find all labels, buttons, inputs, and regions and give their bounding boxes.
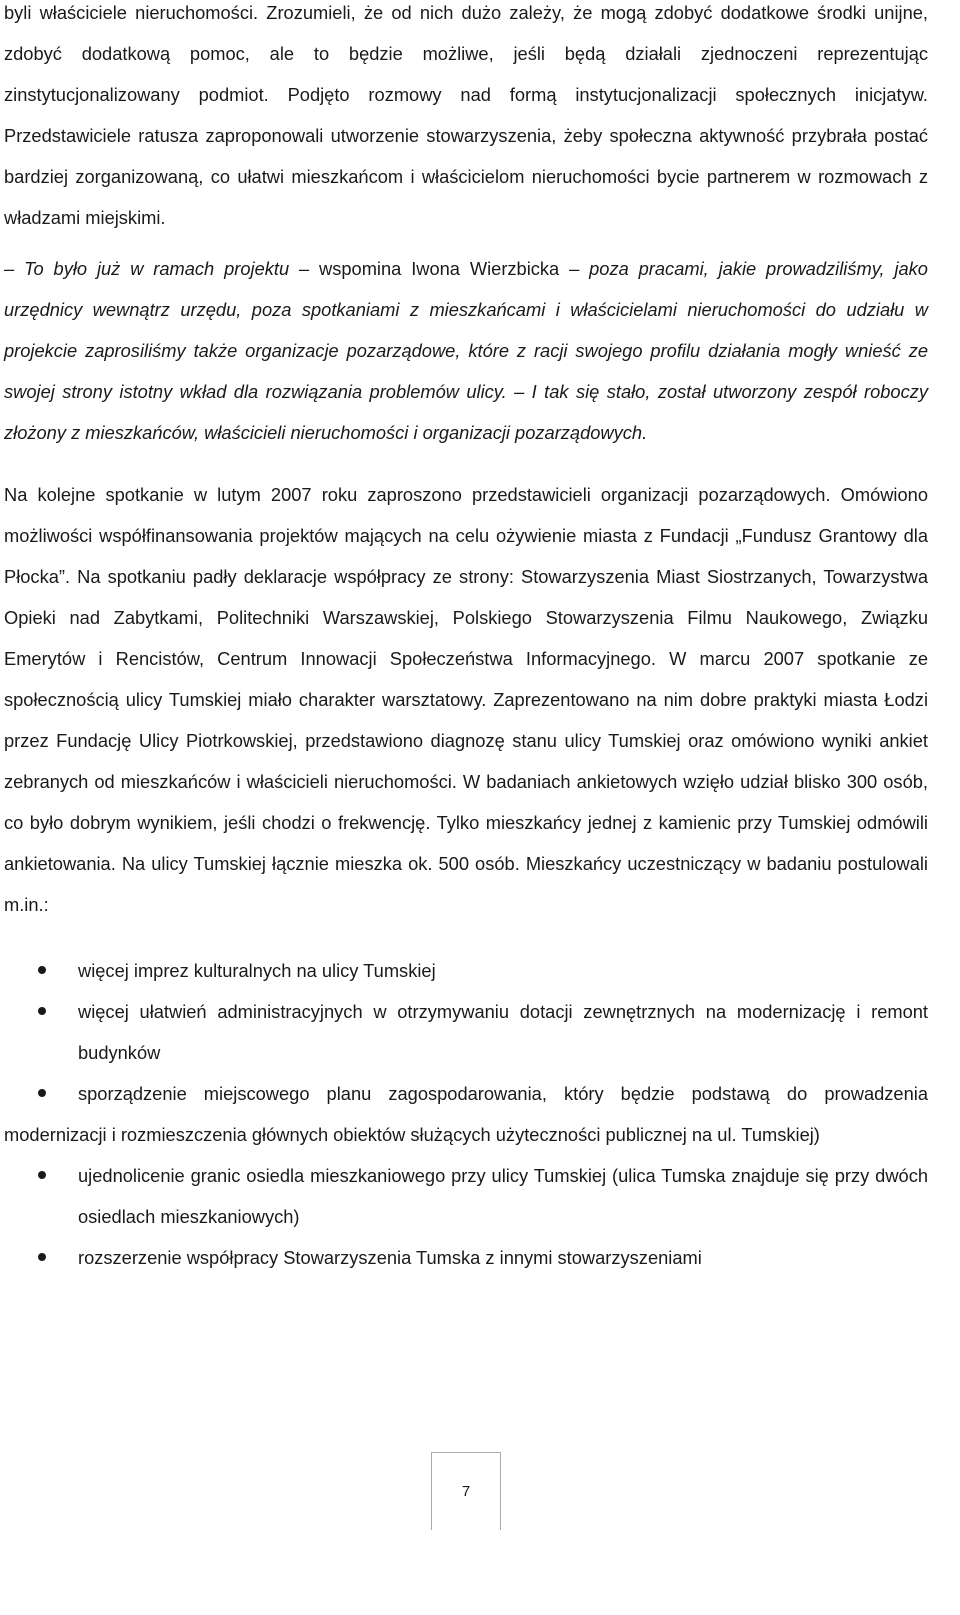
body-paragraph-3: Na kolejne spotkanie w lutym 2007 roku zaproszono przedstawicieli organizacji pozarządowych. Omówiono możliwości współfinansowania projektów mających na celu ożywienie miasta z Fundacji „Fundusz Grantowy dla Płocka”. Na spotkaniu padły deklaracje współpracy ze strony: Stowarzyszenia Miast Siostrzanych, Towarzystwa Opieki nad Zabytkami, Politechniki Warszawskiej, Polskiego Stowarzyszenia Filmu Naukowego, Związku Emerytów i Rencistów, Centrum Innowacji Społeczeństwa Informacyjnego. W marcu 2007 spotkanie ze społecznością ulicy Tumskiej miało charakter warsztatowy. Zaprezentowano na nim dobre praktyki miasta Łodzi przez Fundację Ulicy Piotrkowskiej, przedstawiono diagnozę stanu ulicy Tumskiej oraz omówiono wyniki ankiet zebranych od mieszkańców i właścicieli nieruchomości. W badaniach ankietowych wzięło udział blisko 300 osób, co było dobrym wynikiem, jeśli chodzi o frekwencję. Tylko mieszkańcy jednej z kamienic przy Tumskiej odmówili ankietowania. Na ulicy Tumskiej łącznie mieszka ok. 500 osób. Mieszkańcy uczestniczący w badaniu postulowali m.in.: [4, 484, 928, 915]
postulates-list [4, 950, 928, 1278]
bullet-dot-icon [38, 1007, 46, 1015]
quote-italic-2: poza pracami, jakie prowadziliśmy, jako urzędnicy wewnątrz urzędu, poza spotkaniami z mieszkańcami i właścicielami nieruchomości do udziału w projekcie zaprosiliśmy także organizacje pozarządowe, które z racji swojego profilu działania mogły wnieść ze swojej strony istotny wkład dla rozwiązania problemów ulicy. – I tak się stało, został utworzony zespół roboczy złożony z mieszkańców, właścicieli nieruchomości i organizacji pozarządowych. [4, 258, 928, 443]
list-item: rozszerzenie współpracy Stowarzyszenia Tumska z innymi stowarzyszeniami [4, 1237, 928, 1278]
list-item: więcej imprez kulturalnych na ulicy Tumskiej [4, 950, 928, 991]
quote-paragraph [4, 248, 928, 453]
bullet-dot-icon [38, 1089, 46, 1097]
list-item: sporządzenie miejscowego planu zagospodarowania, który będzie podstawą do prowadzenia modernizacji i rozmieszczenia głównych obiektów służących użyteczności publicznej na ul. Tumskiej) [4, 1083, 928, 1145]
quote-italic-1: – To było już w ramach projektu [4, 258, 290, 279]
quote-attribution: – wspomina Iwona Wierzbicka – [289, 258, 590, 279]
document-page [4, 0, 928, 1278]
bullet-dot-icon [38, 1253, 46, 1261]
bullet-dot-icon [38, 966, 46, 974]
bullet-dot-icon [38, 1171, 46, 1179]
list-item: ujednolicenie granic osiedla mieszkaniowego przy ulicy Tumskiej (ulica Tumska znajduje się przy dwóch osiedlach mieszkaniowych) [4, 1155, 928, 1237]
page-number-box [431, 1452, 501, 1530]
page-number: 7 [461, 1483, 471, 1500]
body-paragraph-1: byli właściciele nieruchomości. Zrozumieli, że od nich dużo zależy, że mogą zdobyć dodatkowe środki unijne, zdobyć dodatkową pomoc, ale to będzie możliwe, jeśli będą działali zjednoczeni reprezentując zinstytucjonalizowany podmiot. Podjęto rozmowy nad formą instytucjonalizacji społecznych inicjatyw. Przedstawiciele ratusza zaproponowali utworzenie stowarzyszenia, żeby społeczna aktywność przybrała postać bardziej zorganizowaną, co ułatwi mieszkańcom i właścicielom nieruchomości bycie partnerem w rozmowach z władzami miejskimi. [4, 2, 928, 228]
list-item: więcej ułatwień administracyjnych w otrzymywaniu dotacji zewnętrznych na modernizację i remont budynków [4, 991, 928, 1073]
